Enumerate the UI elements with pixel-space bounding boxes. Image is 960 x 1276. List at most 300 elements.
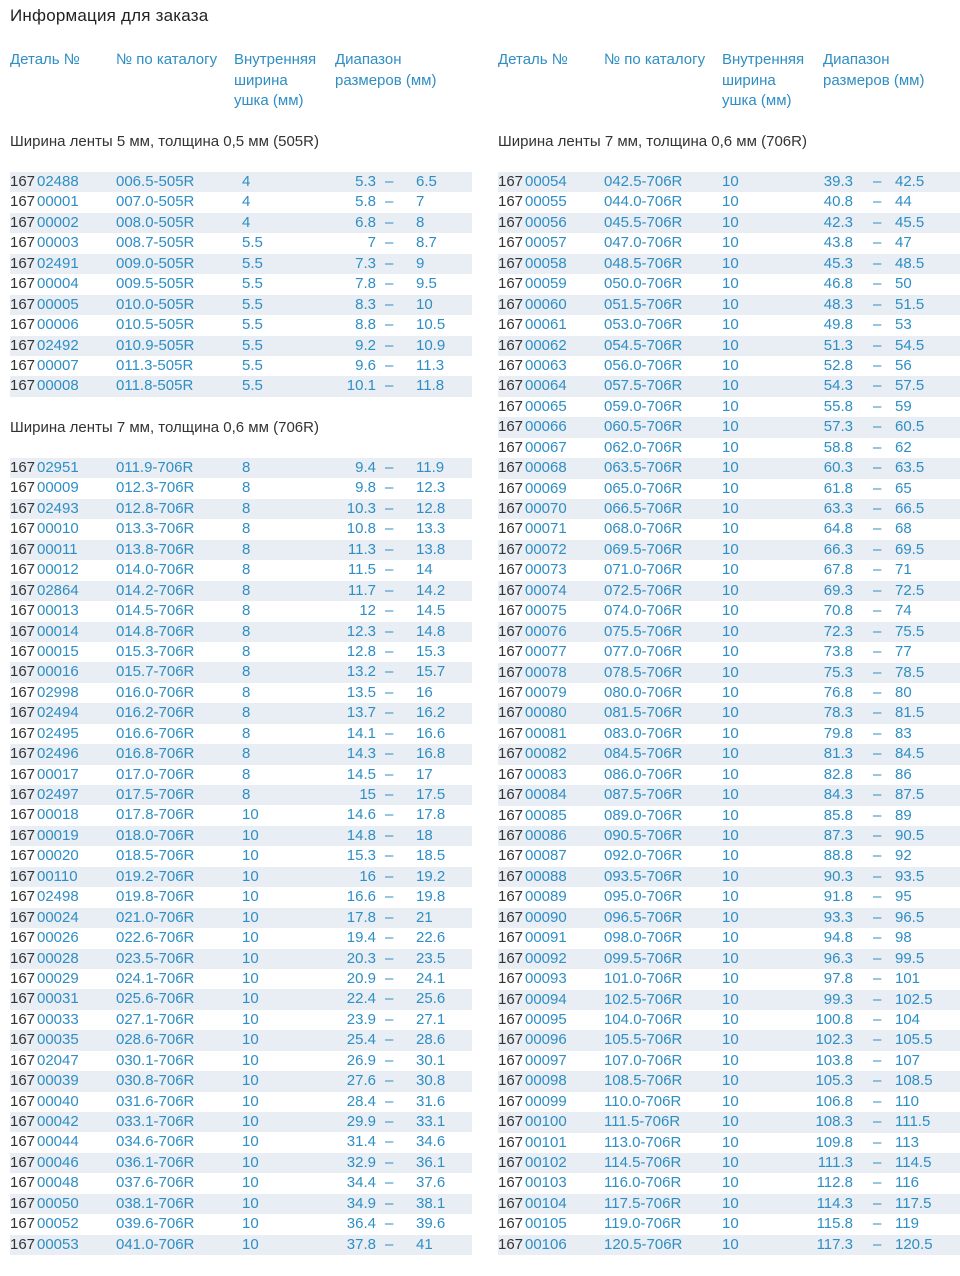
inner-width: 4	[242, 173, 251, 190]
range-min: 55.8	[823, 397, 853, 415]
range-min: 19.4	[346, 929, 376, 947]
catalog-number: 108.5-706R	[604, 1072, 683, 1090]
part-number-prefix: 167	[10, 642, 36, 660]
part-number-suffix: 00066	[525, 418, 567, 436]
range-max: 84.5	[895, 745, 925, 763]
range-max: 95	[895, 888, 912, 906]
table-row	[498, 846, 960, 866]
inner-width: 10	[722, 459, 739, 477]
part-number-prefix: 167	[498, 295, 524, 313]
part-number-prefix: 167	[10, 1051, 36, 1069]
inner-width: 10	[722, 827, 739, 844]
table-row	[10, 1173, 472, 1193]
part-number-prefix: 167	[10, 1031, 36, 1049]
range-dash: –	[385, 806, 394, 824]
table-row	[10, 1051, 472, 1071]
range-max: 101	[895, 970, 921, 988]
range-min: 49.8	[823, 316, 853, 334]
part-number-suffix: 00089	[525, 888, 567, 906]
table-row	[10, 908, 472, 928]
range-dash: –	[873, 213, 882, 231]
range-max: 30.8	[416, 1072, 446, 1090]
inner-width: 10	[722, 540, 739, 558]
part-number-prefix: 167	[10, 1113, 36, 1130]
table-row	[498, 1214, 960, 1234]
catalog-number: 047.0-706R	[604, 234, 683, 252]
catalog-number: 114.5-706R	[604, 1154, 682, 1171]
range-max: 113	[895, 1133, 919, 1151]
part-number-prefix: 167	[10, 1174, 36, 1192]
part-number-prefix: 167	[498, 745, 524, 763]
range-dash: –	[385, 479, 394, 497]
table-row	[498, 1112, 960, 1132]
range-dash: –	[873, 581, 882, 599]
catalog-number: 033.1-706R	[116, 1113, 195, 1130]
range-max: 96.5	[895, 908, 925, 926]
range-min: 14.8	[346, 826, 376, 844]
table-row	[498, 295, 960, 315]
part-number-prefix: 167	[10, 1235, 36, 1253]
catalog-number: 117.5-706R	[604, 1194, 682, 1212]
part-number-prefix: 167	[498, 213, 524, 231]
part-number-prefix: 167	[10, 479, 36, 497]
part-number-prefix: 167	[498, 438, 524, 456]
part-number-suffix: 00085	[525, 806, 567, 824]
range-max: 16	[416, 683, 433, 701]
range-dash: –	[385, 254, 394, 272]
range-min: 79.8	[823, 724, 853, 742]
range-max: 57.5	[895, 377, 925, 395]
table-row	[10, 1092, 472, 1112]
catalog-number: 078.5-706R	[604, 663, 683, 681]
catalog-number: 009.0-505R	[116, 254, 195, 272]
range-dash: –	[873, 254, 882, 272]
part-number-prefix: 167	[10, 1194, 36, 1212]
range-min: 9.2	[355, 336, 376, 354]
range-min: 45.3	[823, 254, 853, 272]
range-dash: –	[873, 356, 882, 374]
range-max: 37.6	[416, 1174, 446, 1192]
part-number-suffix: 00093	[525, 970, 567, 988]
part-number-suffix: 02498	[37, 888, 79, 906]
inner-width: 10	[722, 867, 739, 885]
range-max: 27.1	[416, 1010, 446, 1028]
inner-width: 10	[722, 1133, 739, 1151]
catalog-number: 065.0-706R	[604, 479, 683, 497]
part-number-prefix: 167	[498, 1051, 524, 1069]
part-number-suffix: 02495	[37, 724, 79, 742]
range-dash: –	[873, 724, 882, 742]
inner-width: 8	[242, 704, 251, 722]
range-min: 103.8	[815, 1051, 853, 1069]
part-number-prefix: 167	[498, 234, 524, 252]
inner-width: 10	[722, 765, 739, 783]
range-dash: –	[873, 1051, 882, 1069]
catalog-number: 025.6-706R	[116, 990, 195, 1008]
range-min: 115.8	[816, 1215, 853, 1233]
range-dash: –	[873, 1174, 882, 1192]
range-max: 11.3	[416, 356, 445, 374]
part-number-prefix: 167	[498, 479, 524, 497]
range-max: 119	[895, 1215, 919, 1233]
range-dash: –	[873, 193, 882, 211]
table-row	[498, 213, 960, 233]
part-number-prefix: 167	[10, 969, 36, 987]
table-row	[498, 887, 960, 907]
table-row	[498, 274, 960, 294]
catalog-number: 036.1-706R	[116, 1153, 195, 1171]
range-max: 65	[895, 479, 912, 497]
part-number-suffix: 00103	[525, 1174, 567, 1192]
table-row	[498, 622, 960, 642]
range-max: 59	[895, 397, 912, 415]
table-row	[10, 949, 472, 969]
catalog-number: 016.6-706R	[116, 724, 195, 742]
range-min: 58.8	[823, 438, 853, 456]
part-number-suffix: 00065	[525, 397, 567, 415]
catalog-number: 010.5-505R	[116, 316, 195, 334]
range-dash: –	[873, 867, 882, 885]
table-row	[498, 806, 960, 826]
range-dash: –	[385, 642, 394, 660]
table-row	[10, 785, 472, 805]
inner-width: 10	[722, 316, 739, 334]
inner-width: 10	[722, 990, 739, 1008]
part-number-suffix: 00076	[525, 622, 567, 640]
part-number-suffix: 00104	[525, 1194, 567, 1212]
range-max: 75.5	[895, 622, 925, 640]
range-min: 31.4	[346, 1133, 376, 1151]
part-number-suffix: 02494	[37, 704, 79, 722]
range-min: 96.3	[823, 949, 853, 967]
range-min: 88.8	[823, 847, 853, 865]
range-dash: –	[873, 173, 882, 190]
catalog-number: 038.1-706R	[116, 1194, 195, 1212]
catalog-number: 010.9-505R	[116, 336, 195, 354]
table-row	[498, 683, 960, 703]
range-dash: –	[385, 683, 394, 701]
catalog-number: 012.3-706R	[116, 479, 195, 497]
inner-width: 10	[722, 1194, 739, 1212]
part-number-suffix: 00004	[37, 275, 79, 293]
table-row	[498, 765, 960, 785]
part-number-suffix: 00096	[525, 1031, 567, 1049]
catalog-number: 072.5-706R	[604, 581, 683, 599]
part-number-suffix: 00106	[525, 1235, 567, 1253]
range-min: 69.3	[823, 581, 853, 599]
inner-width: 10	[242, 990, 259, 1008]
range-dash: –	[873, 683, 882, 701]
range-min: 91.8	[823, 888, 853, 906]
range-dash: –	[385, 724, 394, 742]
table-row	[10, 662, 472, 682]
range-max: 19.2	[416, 867, 446, 885]
table-row	[498, 519, 960, 539]
catalog-number: 096.5-706R	[604, 908, 683, 926]
range-dash: –	[385, 193, 394, 211]
range-min: 28.4	[346, 1092, 376, 1110]
inner-width: 5.5	[242, 377, 263, 395]
range-dash: –	[873, 438, 882, 456]
part-number-suffix: 02998	[37, 683, 79, 701]
range-dash: –	[385, 969, 394, 987]
part-number-prefix: 167	[10, 581, 36, 599]
range-max: 33.1	[416, 1113, 446, 1130]
inner-width: 10	[722, 1174, 739, 1192]
range-max: 14.8	[416, 622, 446, 640]
range-max: 31.6	[416, 1092, 446, 1110]
part-number-suffix: 00053	[37, 1235, 79, 1253]
range-max: 48.5	[895, 254, 925, 272]
range-min: 12	[359, 602, 376, 620]
catalog-number: 074.0-706R	[604, 602, 683, 620]
range-dash: –	[385, 540, 394, 558]
range-max: 16.8	[416, 745, 446, 763]
inner-width: 5.5	[242, 254, 263, 272]
section-heading: Ширина ленты 7 мм, толщина 0,6 мм (706R)	[498, 133, 807, 150]
range-min: 106.8	[815, 1092, 853, 1110]
inner-width: 5.5	[242, 295, 263, 313]
range-min: 72.3	[823, 622, 853, 640]
range-max: 45.5	[895, 213, 925, 231]
part-number-prefix: 167	[10, 213, 36, 231]
table-row	[498, 724, 960, 744]
range-max: 87.5	[895, 786, 925, 804]
part-number-suffix: 00013	[37, 602, 79, 620]
part-number-suffix: 00100	[525, 1113, 567, 1131]
part-number-prefix: 167	[10, 336, 36, 354]
table-row	[10, 1030, 472, 1050]
catalog-number: 012.8-706R	[116, 499, 195, 517]
range-max: 66.5	[895, 500, 925, 517]
catalog-number: 011.9-706R	[116, 459, 194, 476]
table-row	[10, 1071, 472, 1091]
range-min: 48.3	[823, 295, 853, 313]
table-row	[10, 581, 472, 601]
table-row	[10, 192, 472, 212]
inner-width: 10	[722, 336, 739, 354]
part-number-suffix: 00075	[525, 602, 567, 620]
inner-width: 8	[242, 683, 251, 701]
range-max: 107	[895, 1051, 921, 1069]
range-min: 14.6	[346, 806, 376, 824]
range-min: 99.3	[823, 990, 853, 1008]
inner-width: 8	[242, 786, 251, 803]
part-number-prefix: 167	[498, 275, 524, 293]
catalog-number: 034.6-706R	[116, 1133, 195, 1151]
part-number-prefix: 167	[10, 377, 36, 395]
range-min: 7	[367, 234, 376, 252]
range-dash: –	[873, 397, 882, 415]
table-row	[10, 1132, 472, 1152]
header-size-range: Диапазон размеров (мм)	[335, 51, 437, 89]
range-max: 19.8	[416, 888, 446, 906]
part-number-suffix: 02951	[37, 459, 79, 476]
range-min: 10.1	[346, 377, 376, 395]
range-max: 54.5	[895, 336, 925, 354]
range-dash: –	[385, 459, 394, 476]
catalog-number: 044.0-706R	[604, 193, 683, 211]
inner-width: 10	[242, 1010, 259, 1028]
table-row	[10, 1194, 472, 1214]
part-number-prefix: 167	[10, 888, 36, 906]
part-number-suffix: 00002	[37, 213, 79, 231]
inner-width: 8	[242, 663, 251, 681]
inner-width: 5.5	[242, 275, 263, 293]
range-min: 34.9	[346, 1194, 376, 1212]
range-min: 82.8	[823, 765, 853, 783]
range-max: 10.5	[416, 316, 446, 334]
range-max: 14.5	[416, 602, 446, 620]
inner-width: 10	[722, 929, 739, 947]
range-min: 63.3	[823, 500, 853, 517]
table-row	[498, 172, 960, 192]
part-number-suffix: 00020	[37, 847, 79, 865]
catalog-number: 104.0-706R	[604, 1010, 683, 1028]
part-number-suffix: 00028	[37, 949, 79, 967]
range-min: 75.3	[823, 663, 853, 681]
range-max: 28.6	[416, 1031, 446, 1049]
part-number-prefix: 167	[10, 663, 36, 681]
range-min: 34.4	[346, 1174, 376, 1192]
catalog-number: 062.0-706R	[604, 438, 683, 456]
catalog-number: 024.1-706R	[116, 969, 195, 987]
table-row	[10, 867, 472, 887]
range-dash: –	[385, 908, 394, 926]
inner-width: 5.5	[242, 234, 263, 252]
range-max: 6.5	[416, 173, 437, 190]
range-dash: –	[385, 704, 394, 722]
part-number-suffix: 00050	[37, 1194, 79, 1212]
part-number-suffix: 00056	[525, 213, 567, 231]
range-min: 8.8	[355, 316, 376, 334]
range-max: 80	[895, 683, 912, 701]
inner-width: 10	[722, 745, 739, 763]
part-number-suffix: 00019	[37, 826, 79, 844]
range-max: 14.2	[416, 581, 446, 599]
table-row	[498, 1010, 960, 1030]
part-number-prefix: 167	[498, 561, 524, 579]
range-dash: –	[873, 847, 882, 865]
inner-width: 8	[242, 459, 251, 476]
range-dash: –	[873, 745, 882, 763]
part-number-suffix: 00059	[525, 275, 567, 293]
part-number-prefix: 167	[498, 724, 524, 742]
part-number-suffix: 00044	[37, 1133, 79, 1151]
part-number-prefix: 167	[10, 990, 36, 1008]
part-number-prefix: 167	[10, 806, 36, 824]
part-number-suffix: 00010	[37, 520, 79, 538]
table-row	[10, 969, 472, 989]
range-dash: –	[873, 806, 882, 824]
range-dash: –	[385, 213, 394, 231]
part-number-suffix: 00046	[37, 1153, 79, 1171]
table-row	[498, 397, 960, 417]
part-number-prefix: 167	[498, 193, 524, 211]
inner-width: 10	[722, 663, 739, 681]
range-dash: –	[873, 295, 882, 313]
range-min: 15	[359, 786, 376, 803]
range-dash: –	[873, 540, 882, 558]
range-max: 83	[895, 724, 912, 742]
part-number-prefix: 167	[498, 622, 524, 640]
inner-width: 10	[722, 847, 739, 865]
range-min: 117.3	[816, 1235, 853, 1253]
inner-width: 10	[242, 1031, 259, 1049]
part-number-prefix: 167	[498, 929, 524, 947]
inner-width: 10	[722, 970, 739, 988]
table-row	[498, 499, 960, 519]
range-min: 5.3	[355, 173, 376, 190]
part-number-prefix: 167	[10, 908, 36, 926]
part-number-suffix: 00077	[525, 643, 567, 661]
part-number-prefix: 167	[498, 500, 524, 517]
range-min: 36.4	[346, 1215, 376, 1233]
part-number-suffix: 00005	[37, 295, 79, 313]
catalog-number: 011.8-505R	[116, 377, 194, 395]
table-row	[498, 1173, 960, 1193]
part-number-suffix: 00011	[37, 540, 78, 558]
range-dash: –	[385, 867, 394, 885]
range-dash: –	[873, 704, 882, 722]
part-number-suffix: 00048	[37, 1174, 79, 1192]
catalog-number: 095.0-706R	[604, 888, 683, 906]
range-min: 39.3	[823, 173, 853, 190]
inner-width: 10	[242, 1174, 259, 1192]
range-max: 41	[416, 1235, 433, 1253]
range-max: 24.1	[416, 969, 446, 987]
inner-width: 10	[242, 1051, 259, 1069]
range-dash: –	[873, 479, 882, 497]
inner-width: 10	[722, 438, 739, 456]
table-row	[498, 560, 960, 580]
table-row	[498, 1071, 960, 1091]
part-number-prefix: 167	[10, 1092, 36, 1110]
table-row	[498, 233, 960, 253]
inner-width: 10	[722, 949, 739, 967]
catalog-number: 069.5-706R	[604, 540, 683, 558]
part-number-prefix: 167	[498, 1133, 524, 1151]
part-number-suffix: 00064	[525, 377, 567, 395]
part-number-prefix: 167	[498, 1194, 524, 1212]
catalog-number: 081.5-706R	[604, 704, 683, 722]
range-min: 16	[359, 867, 376, 885]
part-number-prefix: 167	[498, 602, 524, 620]
range-min: 7.8	[355, 275, 376, 293]
range-dash: –	[385, 990, 394, 1008]
range-dash: –	[385, 520, 394, 538]
catalog-number: 066.5-706R	[604, 500, 683, 517]
range-min: 90.3	[823, 867, 853, 885]
range-dash: –	[385, 765, 394, 783]
range-dash: –	[385, 499, 394, 517]
range-min: 81.3	[823, 745, 853, 763]
range-max: 9	[416, 254, 425, 272]
range-max: 8.7	[416, 234, 437, 252]
part-number-suffix: 02497	[37, 786, 79, 803]
range-dash: –	[873, 990, 882, 1008]
table-row	[10, 601, 472, 621]
part-number-suffix: 00006	[37, 316, 79, 334]
section-heading: Ширина ленты 7 мм, толщина 0,6 мм (706R)	[10, 419, 319, 436]
catalog-number: 013.3-706R	[116, 520, 195, 538]
inner-width: 4	[242, 213, 251, 231]
inner-width: 10	[722, 500, 739, 517]
range-min: 51.3	[823, 336, 853, 354]
section-heading: Ширина ленты 5 мм, толщина 0,5 мм (505R)	[10, 133, 319, 150]
inner-width: 8	[242, 622, 251, 640]
part-number-suffix: 00069	[525, 479, 567, 497]
